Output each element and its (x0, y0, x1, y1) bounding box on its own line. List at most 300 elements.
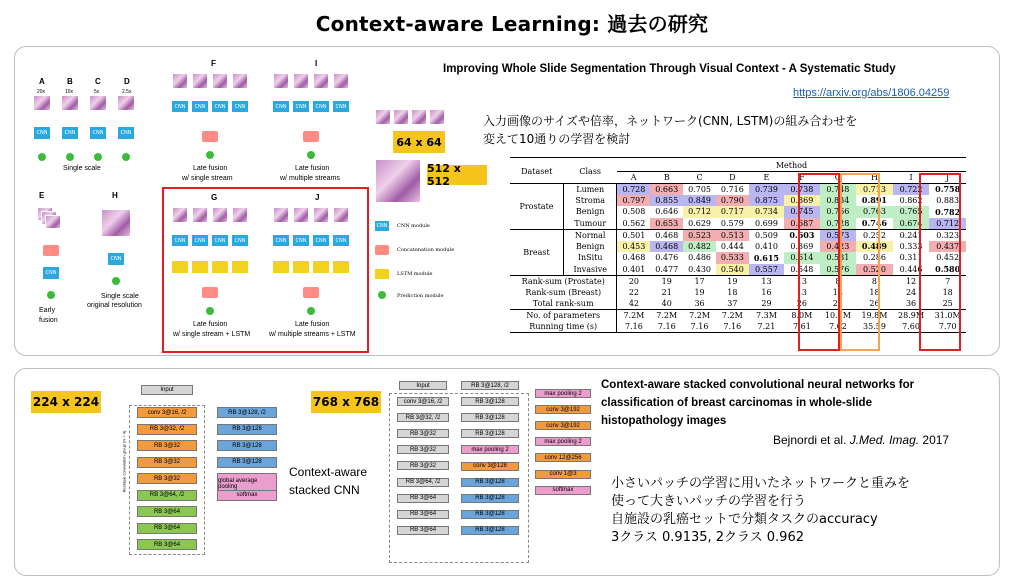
summary-value: 7.60 (902, 322, 920, 331)
patch-e3 (45, 215, 61, 229)
fusion-f (202, 131, 218, 142)
value-cell: 0.501 (617, 229, 650, 241)
value-cell: 0.883 (936, 195, 960, 205)
class-cell: Benign (563, 206, 616, 218)
label-e: E (39, 191, 45, 200)
value-cell: 0.765 (893, 206, 930, 218)
summary-row (510, 310, 966, 322)
context-aware-label-2: stacked CNN (289, 483, 360, 497)
pred-h (112, 277, 120, 285)
patch-j3 (313, 207, 329, 223)
context-aware-label-1: Context-aware (289, 465, 368, 479)
size-badge-768: 768 x 768 (311, 391, 381, 413)
label-a: A (39, 77, 45, 86)
bottom-note-line-4: 3クラス 0.9135, 2クラス 0.962 (611, 530, 804, 545)
value-cell: 0.533 (716, 252, 749, 264)
summary-value: 22 (832, 299, 843, 308)
class-cell: Lumen (563, 183, 616, 195)
summary-value: 10.1M (820, 310, 857, 322)
summary-value: 29 (761, 299, 772, 308)
lstm-g4 (232, 261, 248, 273)
net2-col2-block: RB 3@128 (461, 494, 519, 503)
net2-col2-block: RB 3@128 (461, 478, 519, 487)
lstm-j1 (273, 261, 289, 273)
net2-col1-block: RB 3@32, /2 (397, 413, 449, 422)
value-cell: 0.513 (716, 229, 749, 241)
network-1 (113, 377, 283, 557)
net1-group-label: Residual convolution group (N = 4) (121, 430, 127, 493)
cnn-i1: CNN (273, 101, 289, 112)
patch-c (89, 95, 107, 111)
summary-value: 26 (869, 299, 880, 308)
large-patch-sample (375, 159, 421, 203)
summary-row (510, 321, 966, 333)
class-cell: Tumour (563, 218, 616, 230)
patch-i1 (273, 73, 289, 89)
fusion-g (202, 287, 218, 298)
figure-legend (375, 217, 455, 307)
class-cell: Normal (563, 229, 616, 241)
value-cell: 0.603 (784, 229, 819, 241)
patch-g2 (192, 207, 208, 223)
col-h-highlight (840, 173, 880, 351)
pred-c (94, 153, 102, 161)
table-row (510, 241, 966, 253)
patch-j1 (273, 207, 289, 223)
size-badge-64: 64 x 64 (393, 131, 445, 153)
value-cell: 0.734 (749, 206, 784, 218)
cnn-d: CNN (118, 127, 134, 139)
value-cell: 0.728 (617, 183, 650, 195)
summary-value: 7.16 (625, 322, 643, 331)
net1-col1-block: RB 3@64 (137, 539, 197, 550)
summary-value: 19 (716, 275, 749, 287)
method-i: I (893, 172, 930, 184)
summary-value: 19 (650, 275, 683, 287)
value-cell: 0.468 (622, 253, 646, 263)
value-cell: 0.437 (929, 241, 966, 253)
pred-i (307, 151, 315, 159)
summary-value: 7.16 (690, 322, 709, 331)
pred-b (66, 153, 74, 161)
citation-journal: J.Med. Imag. (849, 433, 920, 447)
value-cell: 0.581 (820, 252, 857, 264)
value-cell: 0.849 (683, 195, 716, 207)
summary-value: 19 (694, 287, 705, 297)
legend-lstm-swatch (375, 269, 389, 279)
summary-label: No. of parameters (510, 310, 617, 322)
value-cell: 0.614 (784, 252, 819, 264)
summary-value: 17 (683, 275, 716, 287)
value-cell: 0.410 (755, 241, 778, 251)
small-patch-sample-2 (393, 109, 409, 125)
summary-value: 35.59 (863, 322, 886, 331)
method-e: E (749, 172, 784, 184)
label-j: J (315, 193, 320, 202)
summary-value: 19.8M (856, 310, 893, 322)
net1-col2-block: global average pooling (217, 473, 277, 495)
summary-value: 26 (796, 299, 807, 308)
patch-a (33, 95, 51, 111)
value-cell: 0.717 (716, 206, 749, 218)
net2-col3-block: conv 3@192 (535, 421, 591, 430)
summary-value: 13 (784, 275, 819, 287)
legend-lstm: LSTM module (397, 271, 433, 277)
late-single-lstm-1: Late fusion (193, 321, 228, 328)
single-scale-label: Single scale (63, 165, 101, 172)
net2-col2-block: conv 3@128 (461, 462, 519, 471)
patch-f4 (232, 73, 248, 89)
value-cell: 0.855 (650, 195, 683, 207)
size-badge-512: 512 x 512 (427, 165, 487, 185)
net1-col1-block: RB 3@64 (137, 523, 197, 534)
cnn-c: CNN (90, 127, 106, 139)
value-cell: 0.333 (899, 241, 923, 251)
table-row (510, 229, 966, 241)
bottom-panel (14, 368, 1000, 576)
summary-value: 7.61 (792, 322, 811, 331)
value-cell: 0.476 (655, 253, 679, 263)
net1-col1-block: RB 3@32 (137, 440, 197, 451)
method-h: H (856, 172, 893, 184)
value-cell: 0.489 (856, 241, 893, 253)
patch-i4 (333, 73, 349, 89)
method-g: G (820, 172, 857, 184)
lstm-j3 (313, 261, 329, 273)
value-cell: 0.797 (617, 195, 650, 207)
summary-row (510, 287, 966, 299)
value-cell: 0.782 (935, 206, 961, 217)
net1-col1-block: RB 3@64 (137, 506, 197, 517)
label-i: I (315, 59, 318, 68)
value-cell: 0.580 (935, 264, 961, 274)
patch-f1 (172, 73, 188, 89)
summary-value: 7 (929, 275, 966, 287)
value-cell: 0.576 (820, 264, 857, 276)
net1-col2-block: RB 3@128, /2 (217, 407, 277, 418)
patch-b (61, 95, 79, 111)
patch-i2 (293, 73, 309, 89)
value-cell: 0.241 (893, 229, 930, 241)
value-cell: 0.745 (784, 206, 819, 218)
net1-col2-block: RB 3@128 (217, 440, 277, 451)
patch-h (101, 209, 131, 237)
pred-j (307, 307, 315, 315)
net2-col1-block: RB 3@32 (397, 461, 449, 470)
patch-g1 (172, 207, 188, 223)
value-cell: 0.746 (861, 218, 887, 228)
header-class: Class (579, 166, 602, 176)
header-method: Method (775, 161, 808, 170)
summary-value: 12 (893, 275, 930, 287)
patch-g4 (232, 207, 248, 223)
summary-value: 7.2M (683, 310, 716, 322)
citation-authors: Bejnordi et al. (773, 433, 850, 447)
cnn-a: CNN (34, 127, 50, 139)
late-single-lstm-2: w/ single stream + LSTM (173, 331, 251, 338)
mag-2_5x: 2.5x (122, 89, 132, 95)
summary-value: 22 (628, 287, 639, 297)
legend-concat: Concatenation module (397, 247, 455, 253)
col-g-highlight (798, 173, 840, 351)
results-table (510, 160, 966, 333)
label-d: D (124, 77, 130, 86)
cnn-g4: CNN (232, 235, 248, 246)
value-cell: 0.311 (899, 253, 923, 263)
lstm-j4 (333, 261, 349, 273)
value-cell: 0.758 (929, 183, 966, 195)
cnn-i4: CNN (333, 101, 349, 112)
summary-value: 28.9M (893, 310, 930, 322)
table-row (510, 252, 966, 264)
single-scale-orig-1: Single scale (101, 293, 139, 300)
value-cell: 0.562 (622, 218, 646, 228)
method-d: D (716, 172, 749, 184)
value-cell: 0.713 (856, 183, 893, 195)
patch-j2 (293, 207, 309, 223)
value-cell: 0.540 (716, 264, 749, 276)
summary-label: Rank-sum (Breast) (510, 287, 617, 299)
cnn-j4: CNN (333, 235, 349, 246)
patch-g3 (212, 207, 228, 223)
value-cell: 0.790 (716, 195, 749, 207)
patch-f3 (212, 73, 228, 89)
top-paper-url[interactable]: https://arxiv.org/abs/1806.04259 (793, 87, 950, 99)
summary-value: 31.0M (929, 310, 966, 322)
bottom-paper-title-3: histopathology images (601, 415, 727, 427)
summary-value: 7.70 (938, 322, 957, 331)
value-cell: 0.699 (755, 218, 778, 228)
summary-label: Running time (s) (510, 321, 617, 333)
bottom-paper-title-1: Context-aware stacked convolutional neural networks for (601, 379, 915, 391)
value-cell: 0.453 (617, 241, 650, 253)
network-2 (385, 377, 603, 563)
summary-value: 8 (820, 275, 857, 287)
net1-col2-block: RB 3@128 (217, 424, 277, 435)
value-cell: 0.663 (650, 183, 683, 195)
label-b: B (67, 77, 73, 86)
summary-value: 18 (727, 287, 738, 297)
dataset-cell: Breast (510, 229, 563, 275)
net1-col2-block: RB 3@128 (217, 457, 277, 468)
value-cell: 0.728 (820, 218, 857, 230)
bottom-note-line-2: 使って大きいパッチの学習を行う (611, 494, 807, 509)
method-j: J (929, 172, 966, 184)
late-multi-lstm-1: Late fusion (295, 321, 330, 328)
legend-pred: Prediction module (397, 293, 444, 299)
summary-row (510, 275, 966, 287)
table-row (510, 264, 966, 276)
bottom-citation (773, 433, 949, 447)
value-cell: 0.573 (820, 229, 857, 241)
cnn-h: CNN (108, 253, 124, 265)
late-multi-1: Late fusion (295, 165, 330, 172)
legend-cnn: CNN module (397, 223, 430, 229)
lstm-g3 (212, 261, 228, 273)
size-badge-224: 224 x 224 (31, 391, 101, 413)
value-cell: 0.252 (856, 229, 893, 241)
pred-f (206, 151, 214, 159)
method-a: A (617, 172, 650, 184)
value-cell: 0.653 (650, 218, 683, 230)
early-fusion-label-1: Early (39, 307, 55, 314)
value-cell: 0.557 (749, 264, 784, 276)
method-f: F (784, 172, 819, 184)
net2-col2-block: max pooling 2 (461, 445, 519, 454)
net1-input: Input (141, 385, 193, 395)
value-cell: 0.444 (720, 241, 744, 251)
results-table-wrap (510, 157, 966, 353)
value-cell: 0.482 (683, 241, 716, 253)
value-cell: 0.468 (650, 229, 683, 241)
value-cell: 0.286 (863, 253, 886, 263)
net2-col2-block: RB 3@128 (461, 429, 519, 438)
top-paper-title: Improving Whole Slide Segmentation Through Visual Context - A Systematic Study (443, 63, 896, 75)
value-cell: 0.520 (856, 264, 893, 276)
summary-value: 7.3M (749, 310, 784, 322)
bottom-note-line-1: 小さいパッチの学習に用いたネットワークと重みを (611, 476, 911, 491)
value-cell: 0.869 (784, 195, 819, 207)
net1-col1-block: RB 3@64, /2 (137, 490, 197, 501)
legend-pred-swatch (378, 291, 386, 299)
patch-j4 (333, 207, 349, 223)
top-note-line-1: 入力画像のサイズや倍率，ネットワーク(CNN, LSTM)の組み合わせを (483, 114, 858, 128)
patch-d (117, 95, 135, 111)
legend-cnn-swatch: CNN (376, 223, 388, 229)
summary-value: 16 (761, 287, 772, 297)
summary-value: 7.16 (723, 322, 742, 331)
value-cell: 0.452 (936, 253, 960, 263)
value-cell: 0.468 (650, 241, 683, 253)
value-cell: 0.875 (749, 195, 784, 207)
net1-col1-block: RB 3@32, /2 (137, 424, 197, 435)
net2-col2-block: RB 3@128 (461, 510, 519, 519)
method-c: C (683, 172, 716, 184)
value-cell: 0.722 (893, 183, 930, 195)
summary-value: 24 (905, 287, 917, 297)
pred-e (47, 291, 55, 299)
value-cell: 0.687 (784, 218, 819, 230)
summary-value: 37 (727, 299, 738, 308)
mag-5x: 5x (94, 89, 100, 95)
table-header-row (510, 160, 966, 172)
value-cell: 0.423 (820, 241, 857, 253)
class-cell: InSitu (563, 252, 616, 264)
net2-col2-block: RB 3@128 (461, 526, 519, 535)
net2-col3-block: max pooling 2 (535, 437, 591, 446)
value-cell: 0.716 (716, 183, 749, 195)
pred-d (122, 153, 130, 161)
cnn-i3: CNN (313, 101, 329, 112)
net1-col1-block: RB 3@32 (137, 473, 197, 484)
net2-col1-block: RB 3@32 (397, 445, 449, 454)
cnn-f2: CNN (192, 101, 208, 112)
value-cell: 0.862 (899, 195, 923, 205)
net1-col1-block: conv 3@16, /2 (137, 407, 197, 418)
cnn-j2: CNN (293, 235, 309, 246)
value-cell: 0.615 (753, 252, 779, 263)
label-h-visible: H (112, 191, 118, 200)
value-cell: 0.446 (899, 264, 923, 274)
mag-20x: 20x (37, 89, 46, 95)
summary-value: 7.2M (716, 310, 749, 322)
value-cell: 0.763 (856, 206, 893, 218)
summary-value: 7.16 (657, 322, 676, 331)
net2-col2-block: RB 3@128, /2 (461, 381, 519, 390)
value-cell: 0.884 (820, 195, 857, 207)
cnn-i2: CNN (293, 101, 309, 112)
value-cell: 0.766 (820, 206, 857, 218)
net2-col2-block: RB 3@128 (461, 397, 519, 406)
summary-value: 8 (856, 275, 893, 287)
table-row (510, 195, 966, 207)
value-cell: 0.548 (790, 264, 814, 274)
value-cell: 0.323 (929, 229, 966, 241)
value-cell: 0.705 (683, 183, 716, 195)
late-single-2: w/ single stream (182, 175, 233, 182)
lstm-j2 (293, 261, 309, 273)
summary-value: 7.2M (617, 310, 650, 322)
pred-g (206, 307, 214, 315)
value-cell: 0.579 (720, 218, 744, 228)
small-patch-sample-3 (411, 109, 427, 125)
architecture-figure (25, 55, 375, 353)
summary-value: 14 (832, 287, 843, 297)
patch-f2 (192, 73, 208, 89)
summary-value: 20 (617, 275, 650, 287)
table-row (510, 218, 966, 230)
net1-col2-block: softmax (217, 490, 277, 501)
summary-value: 7.2M (650, 310, 683, 322)
cnn-g1: CNN (172, 235, 188, 246)
col-j-highlight (919, 173, 961, 351)
top-note-line-2: 変えて10通りの学習を検討 (483, 132, 631, 146)
fusion-e (43, 245, 59, 256)
value-cell: 0.477 (655, 264, 679, 274)
top-panel (14, 46, 1000, 356)
cnn-f4: CNN (232, 101, 248, 112)
value-cell: 0.401 (622, 264, 646, 274)
bottom-paper-title-2: classification of breast carcinomas in whole-slide (601, 397, 872, 409)
value-cell: 0.486 (688, 253, 711, 263)
summary-value: 7.62 (828, 322, 847, 331)
summary-value: 21 (661, 287, 672, 297)
net2-col3-block: max pooling 2 (535, 389, 591, 398)
mag-10x: 10x (65, 89, 74, 95)
class-cell: Invasive (563, 264, 616, 276)
class-cell: Stroma (563, 195, 616, 207)
summary-value: 7.21 (757, 322, 776, 331)
citation-year: 2017 (919, 433, 950, 447)
summary-value: 36 (694, 299, 705, 308)
fusion-j (303, 287, 319, 298)
lstm-g2 (192, 261, 208, 273)
early-fusion-label-2: fusion (39, 317, 58, 324)
cnn-j3: CNN (313, 235, 329, 246)
value-cell: 0.712 (683, 206, 716, 218)
single-scale-orig-2: original resolution (87, 302, 142, 309)
summary-value: 8.0M (784, 310, 819, 322)
net2-col1-block: RB 3@32 (397, 429, 449, 438)
late-multi-lstm-2: w/ multiple streams + LSTM (269, 331, 356, 338)
fusion-i (303, 131, 319, 142)
value-cell: 0.629 (688, 218, 711, 228)
table-row (510, 206, 966, 218)
summary-value: 13 (796, 287, 807, 297)
value-cell: 0.738 (784, 183, 819, 195)
net2-col2-block: RB 3@128 (461, 413, 519, 422)
bottom-note-line-3: 自施設の乳癌セットで分類タスクのaccuracy (611, 512, 878, 527)
